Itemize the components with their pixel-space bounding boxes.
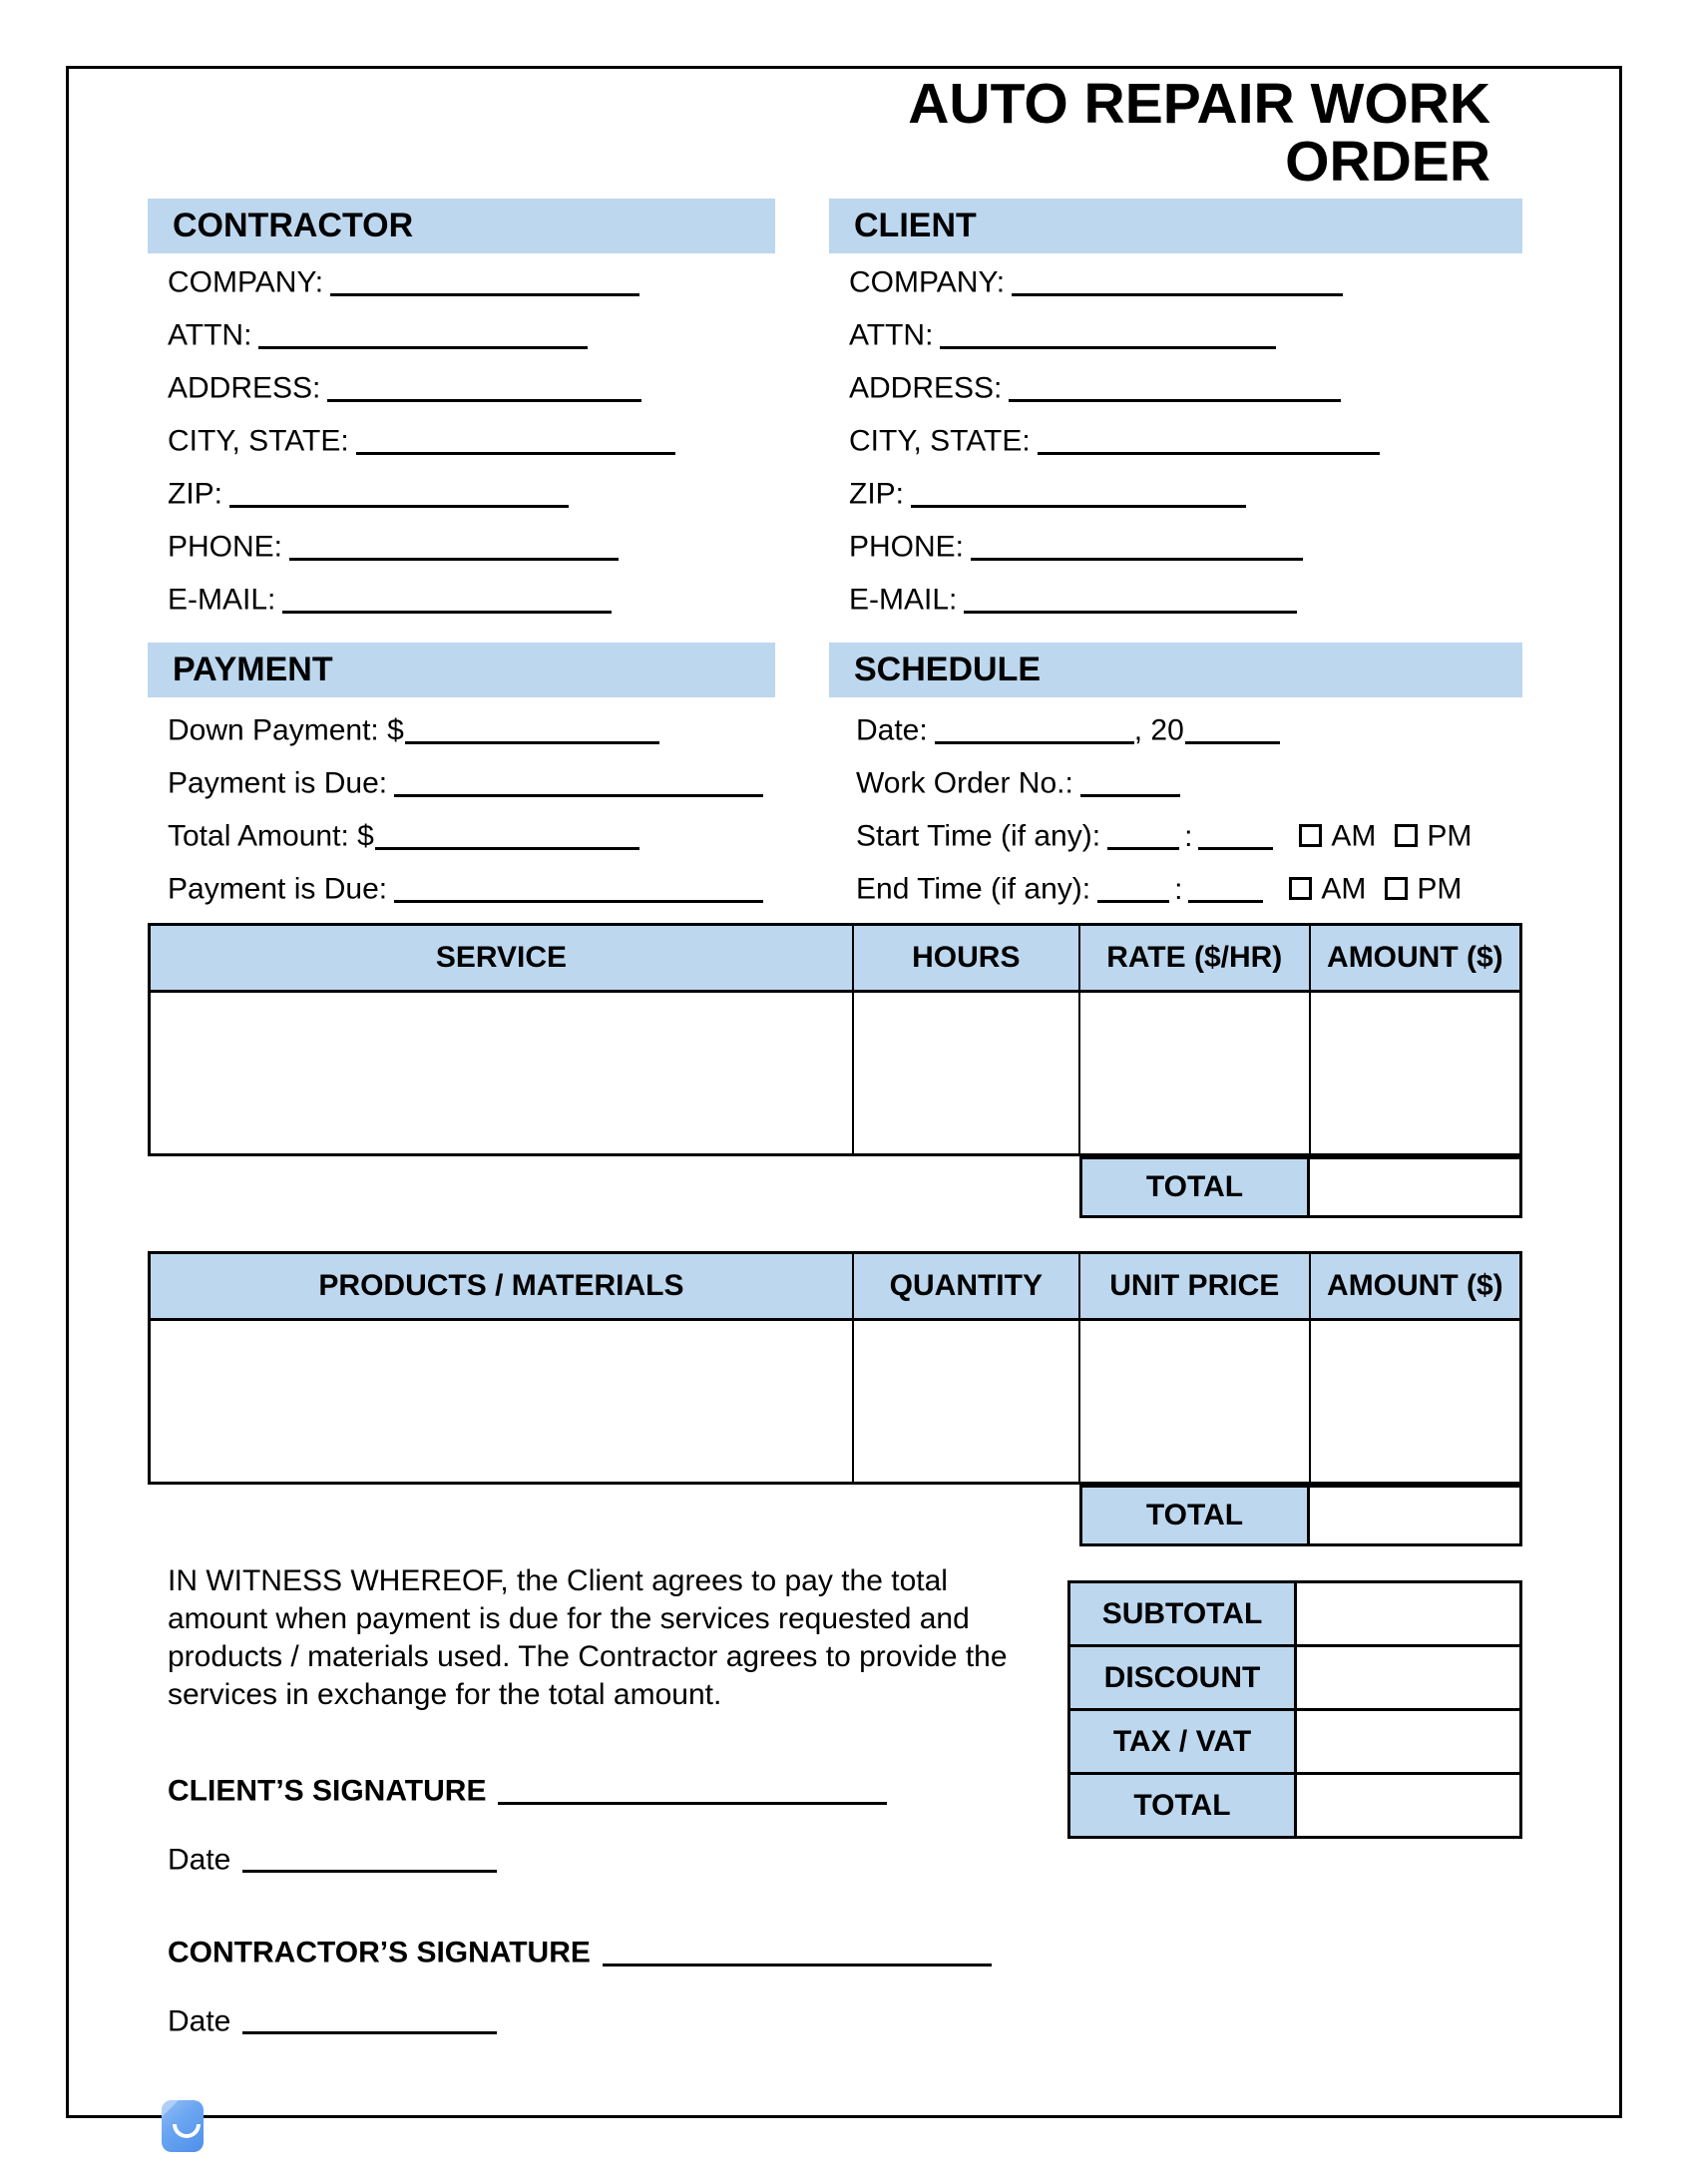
products-total-value[interactable] xyxy=(1310,1485,1522,1546)
client-signature-field[interactable] xyxy=(498,1776,887,1805)
payment-due-row-2 xyxy=(168,870,775,923)
end-time-label: End Time (if any): xyxy=(856,872,1091,906)
start-pm-label: PM xyxy=(1427,819,1473,853)
client-address-row xyxy=(849,369,1522,422)
service-table xyxy=(148,923,1522,1156)
eforms-logo xyxy=(162,2100,204,2152)
client-phone-field[interactable] xyxy=(971,532,1303,561)
schedule-section xyxy=(829,643,1522,923)
discount-label: DISCOUNT xyxy=(1070,1647,1297,1708)
service-amount-cell[interactable] xyxy=(1310,992,1521,1155)
products-table-header-row xyxy=(150,1253,1521,1320)
service-total-label: TOTAL xyxy=(1079,1156,1310,1218)
contractor-address-field[interactable] xyxy=(327,373,641,402)
contractor-phone-label: PHONE: xyxy=(168,530,283,564)
client-zip-field[interactable] xyxy=(911,479,1246,508)
schedule-date-row xyxy=(856,711,1522,764)
contractor-attn-label: ATTN: xyxy=(168,318,252,352)
quantity-header: QUANTITY xyxy=(853,1253,1079,1320)
down-payment-field[interactable] xyxy=(405,715,659,744)
end-time-hour-field[interactable] xyxy=(1097,874,1169,903)
end-pm-checkbox[interactable] xyxy=(1385,877,1408,900)
contractor-email-row xyxy=(168,581,775,634)
hours-cell[interactable] xyxy=(853,992,1079,1155)
client-attn-row xyxy=(849,316,1522,369)
parties-section xyxy=(148,199,1522,634)
tax-vat-row xyxy=(1070,1711,1519,1775)
discount-value[interactable] xyxy=(1297,1647,1519,1708)
contractor-header: CONTRACTOR xyxy=(148,199,775,253)
products-total-label: TOTAL xyxy=(1079,1485,1310,1546)
products-cell[interactable] xyxy=(150,1320,853,1484)
discount-row xyxy=(1070,1647,1519,1711)
client-attn-label: ATTN: xyxy=(849,318,934,352)
contractor-company-label: COMPANY: xyxy=(168,265,324,299)
contractor-signature-field[interactable] xyxy=(603,1938,992,1966)
end-time-row xyxy=(856,870,1522,923)
contractor-date-label: Date xyxy=(168,2004,231,2037)
schedule-header: SCHEDULE xyxy=(829,643,1522,697)
payment-due-label-1: Payment is Due: xyxy=(168,766,388,800)
total-amount-row xyxy=(168,817,775,870)
contractor-signature-date-row xyxy=(148,2002,1051,2039)
contractor-address-label: ADDRESS: xyxy=(168,371,321,405)
end-am-label: AM xyxy=(1321,872,1367,906)
end-pm-label: PM xyxy=(1417,872,1463,906)
client-zip-row xyxy=(849,475,1522,528)
contractor-citystate-row xyxy=(168,422,775,475)
client-attn-field[interactable] xyxy=(940,320,1276,349)
unit-price-cell[interactable] xyxy=(1079,1320,1310,1484)
subtotal-label: SUBTOTAL xyxy=(1070,1583,1297,1644)
service-total-value[interactable] xyxy=(1310,1156,1522,1218)
start-time-colon: : xyxy=(1184,819,1193,853)
client-company-field[interactable] xyxy=(1012,267,1343,296)
client-email-row xyxy=(849,581,1522,634)
total-amount-field[interactable] xyxy=(375,821,639,850)
contractor-signature-label: CONTRACTOR’S SIGNATURE xyxy=(168,1936,591,1969)
work-order-no-row xyxy=(856,764,1522,817)
rate-cell[interactable] xyxy=(1079,992,1310,1155)
client-email-label: E-MAIL: xyxy=(849,583,958,617)
contractor-company-row xyxy=(168,263,775,316)
client-signature-date-row xyxy=(148,1841,1051,1878)
total-amount-label: Total Amount: $ xyxy=(168,819,374,853)
schedule-date-label: Date: xyxy=(856,713,928,747)
payment-section xyxy=(148,643,775,923)
end-am-checkbox[interactable] xyxy=(1289,877,1312,900)
client-citystate-label: CITY, STATE: xyxy=(849,424,1031,458)
grand-total-row xyxy=(1070,1775,1519,1836)
subtotal-value[interactable] xyxy=(1297,1583,1519,1644)
contractor-citystate-label: CITY, STATE: xyxy=(168,424,349,458)
client-address-field[interactable] xyxy=(1009,373,1341,402)
hours-header: HOURS xyxy=(853,925,1079,992)
start-time-row xyxy=(856,817,1522,870)
bottom-section xyxy=(148,1546,1522,2152)
client-company-label: COMPANY: xyxy=(849,265,1006,299)
payment-header: PAYMENT xyxy=(148,643,775,697)
client-header: CLIENT xyxy=(829,199,1522,253)
schedule-date-field[interactable] xyxy=(935,715,1134,744)
client-address-label: ADDRESS: xyxy=(849,371,1003,405)
schedule-year-field[interactable] xyxy=(1185,715,1280,744)
payment-due-field-1[interactable] xyxy=(394,768,763,797)
contractor-zip-row xyxy=(168,475,775,528)
down-payment-label: Down Payment: $ xyxy=(168,713,404,747)
start-pm-checkbox[interactable] xyxy=(1395,824,1418,847)
contractor-phone-field[interactable] xyxy=(289,532,619,561)
client-citystate-row xyxy=(849,422,1522,475)
payment-schedule-section xyxy=(148,643,1522,923)
contractor-phone-row xyxy=(168,528,775,581)
start-am-checkbox[interactable] xyxy=(1299,824,1322,847)
contractor-zip-label: ZIP: xyxy=(168,477,223,511)
start-time-hour-field[interactable] xyxy=(1107,821,1179,850)
quantity-cell[interactable] xyxy=(853,1320,1079,1484)
client-phone-label: PHONE: xyxy=(849,530,965,564)
payment-due-field-2[interactable] xyxy=(394,874,763,903)
start-time-minute-field[interactable] xyxy=(1198,821,1273,850)
client-date-label: Date xyxy=(168,1843,231,1876)
end-time-minute-field[interactable] xyxy=(1188,874,1263,903)
work-order-no-label: Work Order No.: xyxy=(856,766,1073,800)
unit-price-header: UNIT PRICE xyxy=(1079,1253,1310,1320)
products-table xyxy=(148,1251,1522,1485)
contractor-address-row xyxy=(168,369,775,422)
service-cell[interactable] xyxy=(150,992,853,1155)
client-email-field[interactable] xyxy=(964,585,1297,614)
contractor-date-field[interactable] xyxy=(242,2006,497,2035)
work-order-no-field[interactable] xyxy=(1080,768,1180,797)
logo-smile-icon xyxy=(173,2124,201,2138)
service-table-header-row xyxy=(150,925,1521,992)
contractor-company-field[interactable] xyxy=(330,267,639,296)
client-signature-row xyxy=(148,1772,1051,1809)
grand-total-label: TOTAL xyxy=(1070,1775,1297,1836)
contractor-signature-row xyxy=(148,1934,1051,1970)
client-date-field[interactable] xyxy=(242,1845,497,1874)
payment-due-label-2: Payment is Due: xyxy=(168,872,388,906)
service-amount-header: AMOUNT ($) xyxy=(1310,925,1521,992)
contractor-attn-row xyxy=(168,316,775,369)
tax-vat-label: TAX / VAT xyxy=(1070,1711,1297,1772)
products-total-row xyxy=(1079,1485,1522,1546)
payment-due-row-1 xyxy=(168,764,775,817)
client-zip-label: ZIP: xyxy=(849,477,905,511)
subtotal-row xyxy=(1070,1583,1519,1647)
contractor-email-field[interactable] xyxy=(282,585,612,614)
page-title: AUTO REPAIR WORK ORDER xyxy=(908,72,1490,194)
client-company-row xyxy=(849,263,1522,316)
rate-header: RATE ($/HR) xyxy=(1079,925,1310,992)
logo-fold xyxy=(162,2100,179,2117)
client-signature-label: CLIENT’S SIGNATURE xyxy=(168,1774,487,1808)
summary-table xyxy=(1067,1580,1522,1839)
products-amount-header: AMOUNT ($) xyxy=(1310,1253,1521,1320)
down-payment-row xyxy=(168,711,775,764)
start-am-label: AM xyxy=(1331,819,1377,853)
witness-clause: IN WITNESS WHEREOF, the Client agrees to pay the total amount when payment is due for the services requested and products / materials used. The Contractor agrees to provide the services in exchange for the total amount. xyxy=(168,1564,1008,1711)
products-amount-cell[interactable] xyxy=(1310,1320,1521,1484)
tax-vat-value[interactable] xyxy=(1297,1711,1519,1772)
start-time-label: Start Time (if any): xyxy=(856,819,1101,853)
client-phone-row xyxy=(849,528,1522,581)
service-total-row xyxy=(1079,1156,1522,1218)
client-section xyxy=(829,199,1522,634)
end-time-colon: : xyxy=(1174,872,1183,906)
grand-total-value[interactable] xyxy=(1297,1775,1519,1836)
contractor-email-label: E-MAIL: xyxy=(168,583,276,617)
service-header: SERVICE xyxy=(150,925,853,992)
contractor-citystate-field[interactable] xyxy=(356,426,675,455)
contractor-section xyxy=(148,199,775,634)
contractor-attn-field[interactable] xyxy=(258,320,588,349)
products-table-row xyxy=(150,1320,1521,1484)
service-table-row xyxy=(150,992,1521,1155)
products-materials-header: PRODUCTS / MATERIALS xyxy=(150,1253,853,1320)
client-citystate-field[interactable] xyxy=(1038,426,1380,455)
schedule-year-prefix: , 20 xyxy=(1133,713,1184,747)
contractor-zip-field[interactable] xyxy=(229,479,569,508)
